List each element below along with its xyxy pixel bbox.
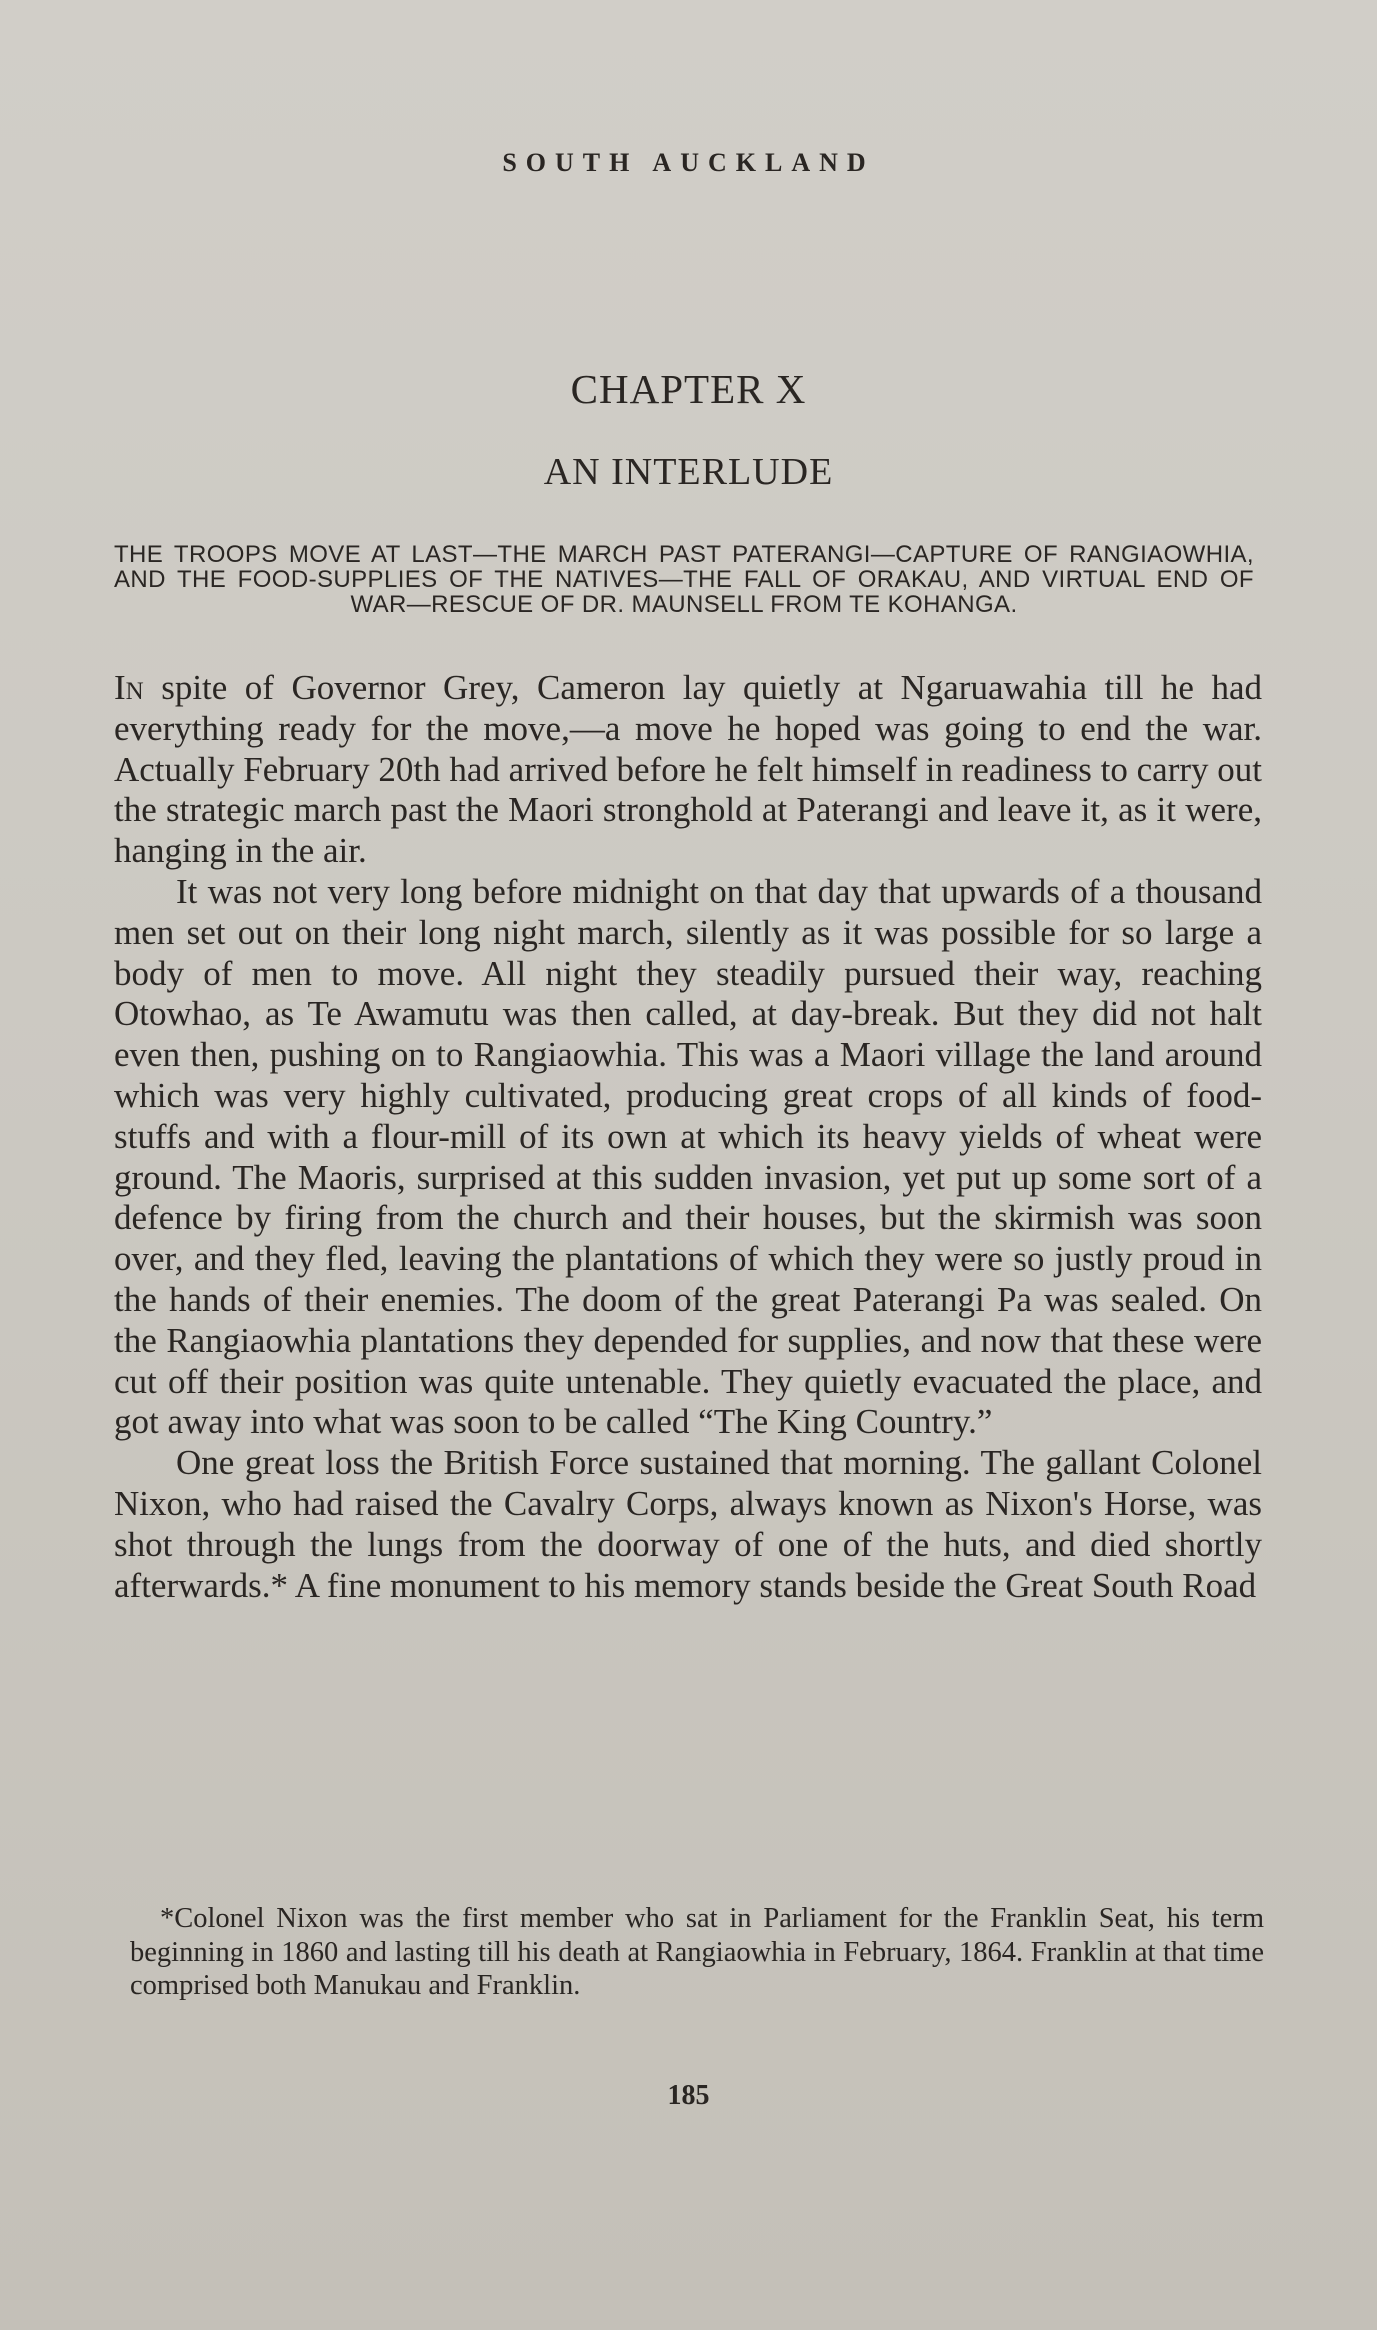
body-text [114,668,1262,1606]
running-head: SOUTH AUCKLAND [502,148,875,177]
paragraph-1-text: spite of Governor Grey, Cameron lay quietly at Ngaruawahia till he had everything ready for the move,—a move he hoped was going to end the war. Actually February 20th had arrived before he felt himself in readiness to carry out the strategic march past the Maori stronghold at Paterangi and leave it, as it were, hanging in the air. [114,668,1262,871]
chapter-synopsis: THE TROOPS MOVE AT LAST—THE MARCH PAST PATERANGI—CAPTURE OF RANGIAOWHIA, AND THE FOOD-SUPPLIES OF THE NATIVES—THE FALL OF ORAKAU, AND VIRTUAL END OF WAR—RESCUE OF DR. MAUNSELL FROM TE KOHANGA. [114,541,1254,618]
paragraph-1 [114,668,1262,872]
chapter-subtitle: AN INTERLUDE [543,451,834,493]
page-number: 185 [667,2080,710,2111]
paragraph-1-lead: In [114,668,144,707]
chapter-title: CHAPTER X [570,366,807,412]
footnote: *Colonel Nixon was the first member who sat in Parliament for the Franklin Seat, his term beginning in 1860 and lasting till his death at Rangiaowhia in February, 1864. Franklin at that time comprised both Manukau and Franklin. [130,1903,1264,2001]
paragraph-3: One great loss the British Force sustained that morning. The gallant Colonel Nixon, who had raised the Cavalry Corps, always known as Nixon's Horse, was shot through the lungs from the doorway of one of the huts, and died shortly afterwards.* A fine monument to his memory stands beside the Great South Road [114,1443,1262,1605]
paragraph-2: It was not very long before midnight on that day that upwards of a thousand men set out on their long night march, silently as it was possible for so large a body of men to move. All night they steadily pursued their way, reaching Otowhao, as Te Awamutu was then called, at day-break. But they did not halt even then, pushing on to Rangiaowhia. This was a Maori village the land around which was very highly cultivated, producing great crops of all kinds of food-stuffs and with a flour-mill of its own at which its heavy yields of wheat were ground. The Maoris, surprised at this sudden invasion, yet put up some sort of a defence by firing from the church and their houses, but the skirmish was soon over, and they fled, leaving the plantations of which they were so justly proud in the hands of their enemies. The doom of the great Paterangi Pa was sealed. On the Rangiaowhia plantations they depended for supplies, and now that these were cut off their position was quite untenable. They quietly evacuated the place, and got away into what was soon to be called “The King Country.” [114,871,1262,1442]
